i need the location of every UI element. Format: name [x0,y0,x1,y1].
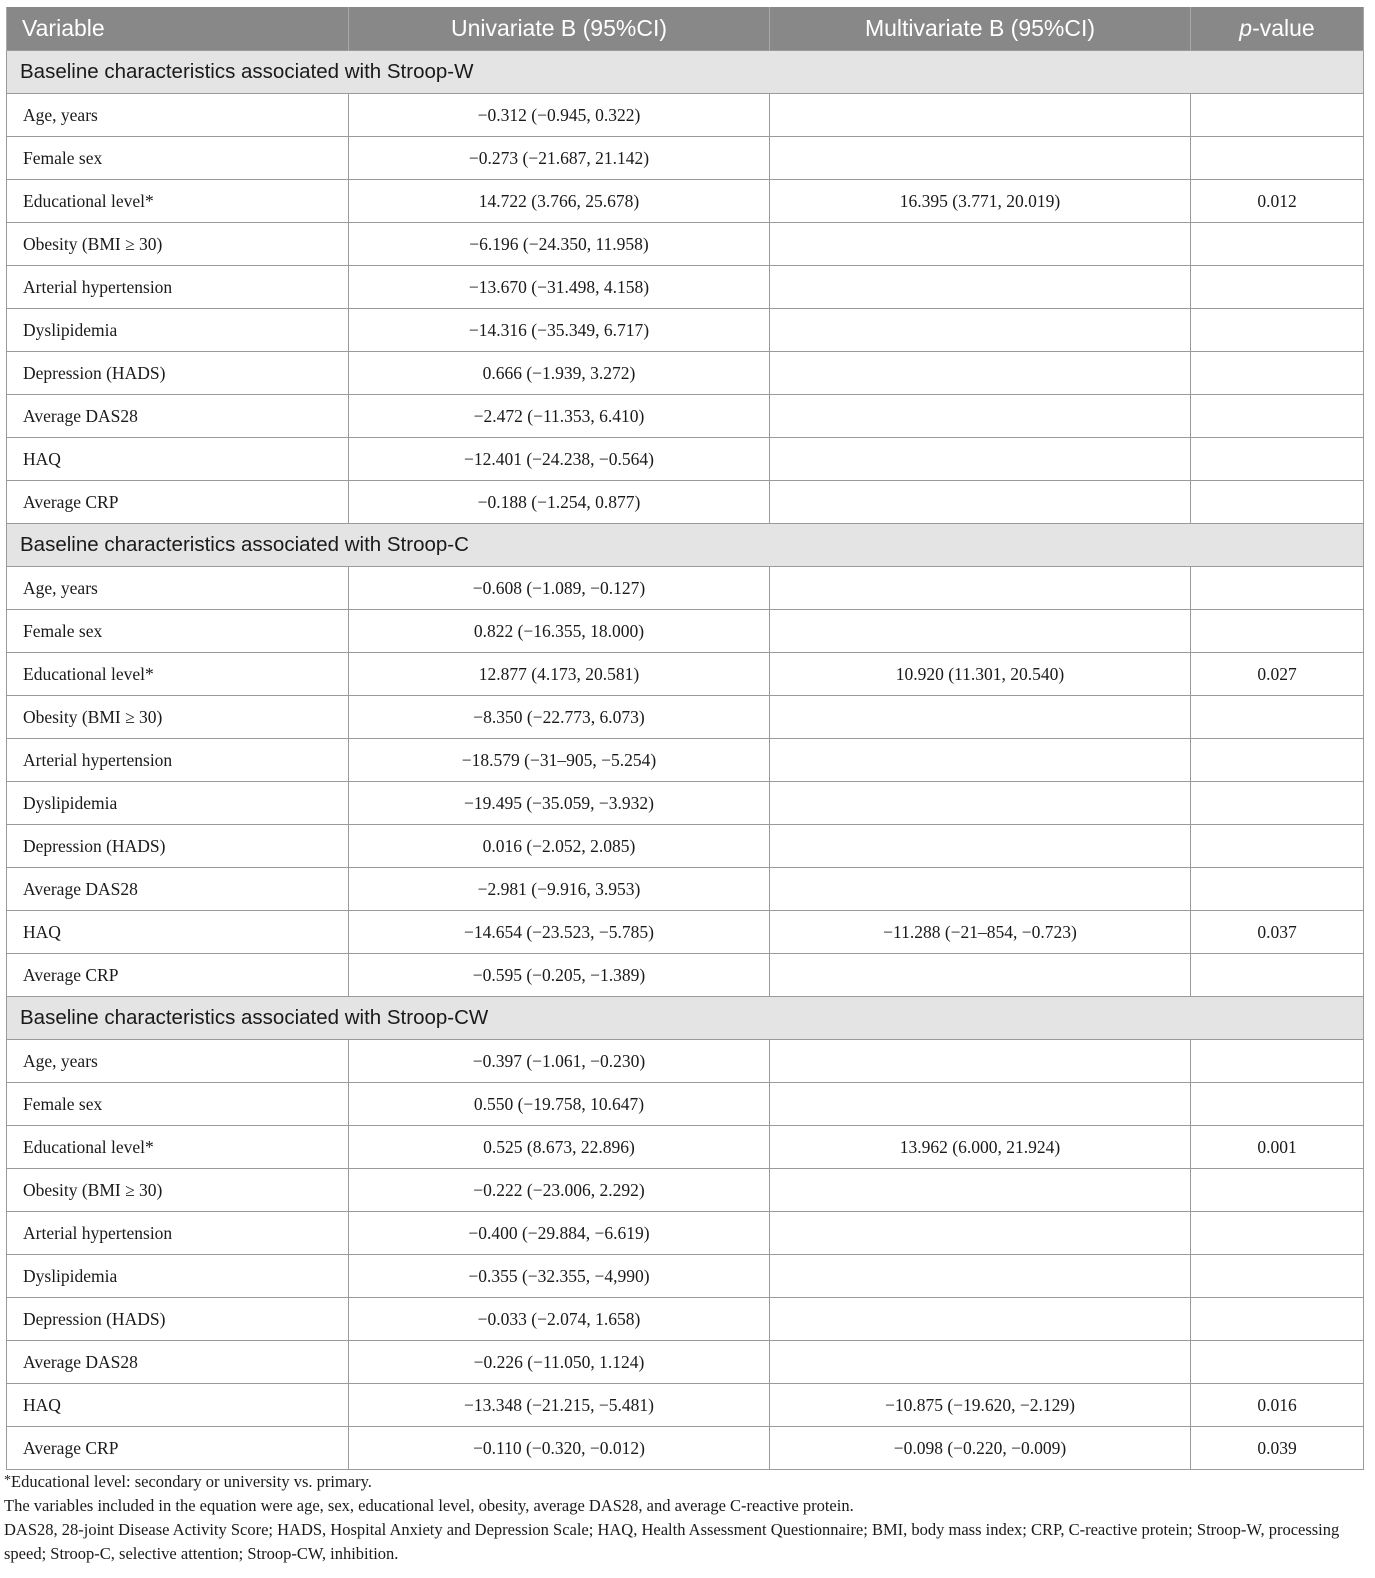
p-value-cell: 0.012 [1191,180,1364,223]
multivariate-cell [770,1255,1191,1298]
univariate-cell: −6.196 (−24.350, 11.958) [349,223,770,266]
multivariate-cell [770,1341,1191,1384]
p-value-cell [1191,395,1364,438]
table-row [7,610,1364,653]
variable-cell: Educational level* [7,653,349,696]
univariate-cell: 0.666 (−1.939, 3.272) [349,352,770,395]
multivariate-cell [770,1083,1191,1126]
univariate-cell: −13.670 (−31.498, 4.158) [349,266,770,309]
multivariate-cell [770,1298,1191,1341]
univariate-cell: 12.877 (4.173, 20.581) [349,653,770,696]
multivariate-cell [770,1169,1191,1212]
section-header-row [7,524,1364,567]
table-row [7,1212,1364,1255]
table-row [7,438,1364,481]
p-value-cell [1191,223,1364,266]
multivariate-cell [770,868,1191,911]
p-value-cell [1191,782,1364,825]
header-row [7,7,1364,51]
table-row [7,1083,1364,1126]
variable-cell: Dyslipidemia [7,309,349,352]
p-value-cell [1191,696,1364,739]
univariate-cell: −14.654 (−23.523, −5.785) [349,911,770,954]
variable-cell: Female sex [7,610,349,653]
p-value-cell [1191,1298,1364,1341]
section-title: Baseline characteristics associated with Stroop-W [7,51,1364,94]
header-multivariate: Multivariate B (95%CI) [770,7,1191,51]
table-row [7,954,1364,997]
table-row [7,567,1364,610]
variable-cell: Obesity (BMI ≥ 30) [7,1169,349,1212]
variable-cell: HAQ [7,911,349,954]
variable-cell: Educational level* [7,180,349,223]
multivariate-cell [770,782,1191,825]
table-row [7,868,1364,911]
multivariate-cell [770,1040,1191,1083]
multivariate-cell: 10.920 (11.301, 20.540) [770,653,1191,696]
table-row [7,1126,1364,1169]
table-row [7,696,1364,739]
multivariate-cell [770,94,1191,137]
variables-note: The variables included in the equation were age, sex, educational level, obesity, average DAS28, and average C-reactive protein. [4,1496,854,1515]
table-body [7,51,1364,1470]
multivariate-cell [770,352,1191,395]
multivariate-cell [770,610,1191,653]
univariate-cell: −8.350 (−22.773, 6.073) [349,696,770,739]
univariate-cell: −0.226 (−11.050, 1.124) [349,1341,770,1384]
multivariate-cell [770,1212,1191,1255]
variable-cell: Arterial hypertension [7,1212,349,1255]
univariate-cell: −19.495 (−35.059, −3.932) [349,782,770,825]
univariate-cell: −0.033 (−2.074, 1.658) [349,1298,770,1341]
multivariate-cell [770,223,1191,266]
table-row [7,911,1364,954]
table-row [7,223,1364,266]
table-row [7,1298,1364,1341]
table-row [7,481,1364,524]
univariate-cell: −0.188 (−1.254, 0.877) [349,481,770,524]
variable-cell: Depression (HADS) [7,352,349,395]
univariate-cell: −0.608 (−1.089, −0.127) [349,567,770,610]
table-row [7,825,1364,868]
univariate-cell: 0.822 (−16.355, 18.000) [349,610,770,653]
table-row [7,739,1364,782]
multivariate-cell: −0.098 (−0.220, −0.009) [770,1427,1191,1470]
multivariate-cell [770,309,1191,352]
univariate-cell: −2.981 (−9.916, 3.953) [349,868,770,911]
p-value-cell [1191,954,1364,997]
multivariate-cell [770,266,1191,309]
multivariate-cell [770,825,1191,868]
multivariate-cell: 13.962 (6.000, 21.924) [770,1126,1191,1169]
univariate-cell: −12.401 (−24.238, −0.564) [349,438,770,481]
p-value-cell [1191,567,1364,610]
p-value-cell [1191,438,1364,481]
p-value-cell: 0.016 [1191,1384,1364,1427]
univariate-cell: −0.400 (−29.884, −6.619) [349,1212,770,1255]
table-row [7,1040,1364,1083]
abbreviations-note: DAS28, 28-joint Disease Activity Score; HADS, Hospital Anxiety and Depression Scale; HAQ, Health Assessment Questionnaire; BMI, body mass index; CRP, C-reactive protein; Stroop-W, processing speed; Stroop-C, selective attention; Stroop-CW, inhibition. [4,1520,1340,1563]
univariate-cell: −0.110 (−0.320, −0.012) [349,1427,770,1470]
variable-cell: Obesity (BMI ≥ 30) [7,223,349,266]
results-table-container [6,7,1363,1470]
header-univariate: Univariate B (95%CI) [349,7,770,51]
p-value-cell [1191,481,1364,524]
table-row [7,309,1364,352]
multivariate-cell [770,567,1191,610]
p-value-cell [1191,825,1364,868]
table-row [7,1341,1364,1384]
multivariate-cell [770,696,1191,739]
variable-cell: Arterial hypertension [7,266,349,309]
p-value-cell: 0.001 [1191,1126,1364,1169]
section-header-row [7,51,1364,94]
p-value-cell [1191,1341,1364,1384]
section-header-row [7,997,1364,1040]
variable-cell: Average DAS28 [7,1341,349,1384]
table-row [7,653,1364,696]
variable-cell: Average DAS28 [7,868,349,911]
table-row [7,137,1364,180]
variable-cell: Dyslipidemia [7,782,349,825]
multivariate-cell [770,438,1191,481]
p-value-cell: 0.027 [1191,653,1364,696]
table-row [7,1255,1364,1298]
table-row [7,782,1364,825]
section-title: Baseline characteristics associated with Stroop-CW [7,997,1364,1040]
variable-cell: HAQ [7,1384,349,1427]
multivariate-cell [770,137,1191,180]
table-row [7,180,1364,223]
multivariate-cell [770,739,1191,782]
variable-cell: Age, years [7,94,349,137]
univariate-cell: 0.550 (−19.758, 10.647) [349,1083,770,1126]
variable-cell: Educational level* [7,1126,349,1169]
table-row [7,352,1364,395]
multivariate-cell [770,481,1191,524]
p-value-cell [1191,739,1364,782]
multivariate-cell [770,395,1191,438]
variable-cell: Age, years [7,567,349,610]
table-row [7,1427,1364,1470]
variable-cell: Female sex [7,1083,349,1126]
p-value-cell [1191,352,1364,395]
p-value-cell [1191,1255,1364,1298]
header-variable: Variable [7,7,349,51]
variable-cell: Obesity (BMI ≥ 30) [7,696,349,739]
variable-cell: HAQ [7,438,349,481]
table-row [7,395,1364,438]
p-value-cell [1191,309,1364,352]
univariate-cell: −0.222 (−23.006, 2.292) [349,1169,770,1212]
p-value-cell [1191,868,1364,911]
table-notes [4,1470,1364,1566]
univariate-cell: 0.016 (−2.052, 2.085) [349,825,770,868]
variable-cell: Average CRP [7,1427,349,1470]
variable-cell: Arterial hypertension [7,739,349,782]
multivariate-cell: −10.875 (−19.620, −2.129) [770,1384,1191,1427]
multivariate-cell: 16.395 (3.771, 20.019) [770,180,1191,223]
univariate-cell: −2.472 (−11.353, 6.410) [349,395,770,438]
p-value-cell: 0.037 [1191,911,1364,954]
variable-cell: Female sex [7,137,349,180]
variable-cell: Age, years [7,1040,349,1083]
p-value-cell [1191,1040,1364,1083]
table-row [7,1169,1364,1212]
variable-cell: Average DAS28 [7,395,349,438]
univariate-cell: 14.722 (3.766, 25.678) [349,180,770,223]
univariate-cell: −0.355 (−32.355, −4,990) [349,1255,770,1298]
table-row [7,1384,1364,1427]
multivariate-cell: −11.288 (−21–854, −0.723) [770,911,1191,954]
univariate-cell: −0.397 (−1.061, −0.230) [349,1040,770,1083]
p-value-cell [1191,1083,1364,1126]
table-row [7,94,1364,137]
p-value-cell [1191,1169,1364,1212]
multivariate-cell [770,954,1191,997]
p-value-cell [1191,94,1364,137]
univariate-cell: −0.595 (−0.205, −1.389) [349,954,770,997]
univariate-cell: −14.316 (−35.349, 6.717) [349,309,770,352]
variable-cell: Depression (HADS) [7,825,349,868]
variable-cell: Average CRP [7,481,349,524]
variable-cell: Average CRP [7,954,349,997]
footnote-educational: *Educational level: secondary or university vs. primary. [4,1472,372,1491]
p-value-cell: 0.039 [1191,1427,1364,1470]
univariate-cell: −18.579 (−31–905, −5.254) [349,739,770,782]
variable-cell: Dyslipidemia [7,1255,349,1298]
footnote-mark: * [4,1473,11,1488]
p-value-cell [1191,137,1364,180]
p-value-cell [1191,266,1364,309]
p-value-cell [1191,610,1364,653]
header-p-value: p-value [1191,7,1364,51]
p-value-cell [1191,1212,1364,1255]
section-title: Baseline characteristics associated with Stroop-C [7,524,1364,567]
univariate-cell: −13.348 (−21.215, −5.481) [349,1384,770,1427]
univariate-cell: 0.525 (8.673, 22.896) [349,1126,770,1169]
univariate-cell: −0.312 (−0.945, 0.322) [349,94,770,137]
univariate-cell: −0.273 (−21.687, 21.142) [349,137,770,180]
table-row [7,266,1364,309]
variable-cell: Depression (HADS) [7,1298,349,1341]
regression-table [6,7,1364,1470]
